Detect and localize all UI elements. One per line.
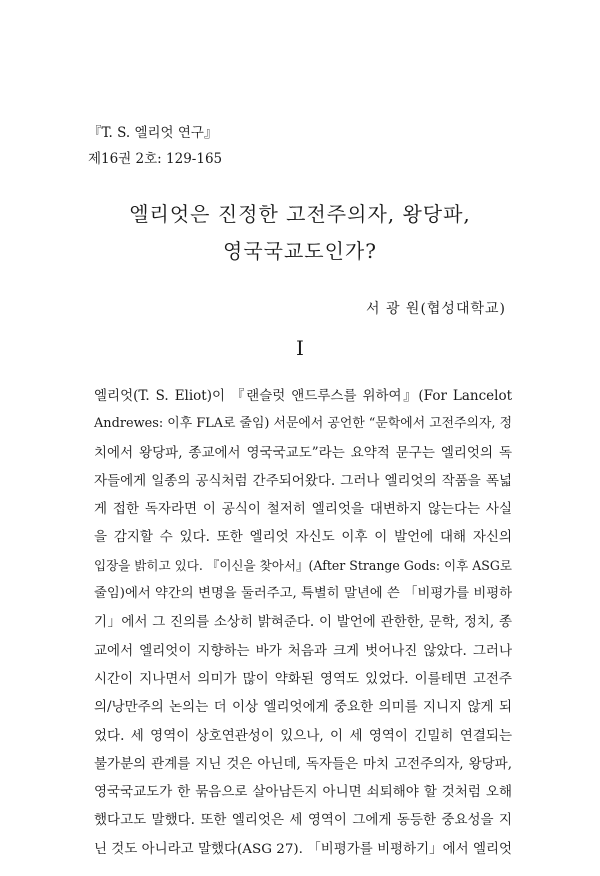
body-line: 치에서 왕당파, 종교에서 영국국교도”라는 요약적 문구는 엘리엇의 독 — [94, 444, 512, 461]
section-heading: I — [296, 336, 304, 360]
author-affiliation: 서 광 원(협성대학교) — [365, 301, 506, 317]
body-line: Andrewes: 이후 FLA로 줄임) 서문에서 공언한 “문학에서 고전주의자, 정 — [94, 416, 513, 432]
body-line: 기」에서 그 진의를 소상히 밝혀준다. 이 발언에 관한한, 문학, 정치, 종 — [94, 614, 512, 631]
body-line: 교에서 엘리엇이 지향하는 바가 처음과 크게 벗어나진 않았다. 그러나 — [94, 642, 512, 659]
body-line: 닌 것도 아니라고 말했다(ASG 27). 「비평가를 비평하기」에서 엘리엇 — [94, 840, 512, 857]
title-line-2: 영국국교도인가? — [223, 239, 377, 263]
body-line: 게 접한 독자라면 이 공식이 철저히 엘리엇을 대변하지 않는다는 사실 — [94, 501, 512, 518]
title-line-1: 엘리엇은 진정한 고전주의자, 왕당파, — [129, 202, 471, 226]
body-line: 줄임)에서 약간의 변명을 둘러주고, 특별히 말년에 쓴 「비평가를 비평하 — [94, 586, 512, 602]
body-line: 엘리엇(T. S. Eliot)이 『랜슬럿 앤드루스를 위하여』(For Lancelot — [94, 388, 512, 404]
body-line: 시간이 지나면서 의미가 많이 약화된 영역도 있었다. 이를테면 고전주 — [94, 670, 512, 687]
journal-issue: 제16권 2호: 129-165 — [88, 151, 223, 167]
body-line: 했다고도 말했다. 또한 엘리엇은 세 영역이 그에게 동등한 중요성을 지 — [94, 812, 512, 829]
journal-info — [88, 120, 222, 172]
journal-name: 『T. S. 엘리엇 연구』 — [88, 125, 218, 141]
body-line: 자들에게 일종의 공식처럼 간주되어왔다. 그러나 엘리엇의 작품을 폭넓 — [94, 472, 512, 489]
body-line: 불가분의 관계를 지닌 것은 아닌데, 독자들은 마치 고전주의자, 왕당파, — [94, 755, 512, 772]
body-line: 을 감지할 수 있다. 또한 엘리엇 자신도 이후 이 발언에 대해 자신의 — [94, 529, 512, 546]
body-line: 었다. 세 영역이 상호연관성이 있으나, 이 세 영역이 긴밀히 연결되는 — [94, 727, 512, 744]
body-line: 의/낭만주의 논의는 더 이상 엘리엇에게 중요한 의미를 지니지 않게 되 — [94, 699, 512, 716]
body-line: 영국국교도가 한 묶음으로 살아남든지 아니면 쇠퇴해야 할 것처럼 오해 — [94, 784, 512, 801]
body-line: 입장을 밝히고 있다. 『이신을 찾아서』(After Strange Gods: 이후 ASG로 — [94, 557, 512, 573]
article-title — [0, 196, 600, 270]
body-text — [94, 382, 512, 863]
